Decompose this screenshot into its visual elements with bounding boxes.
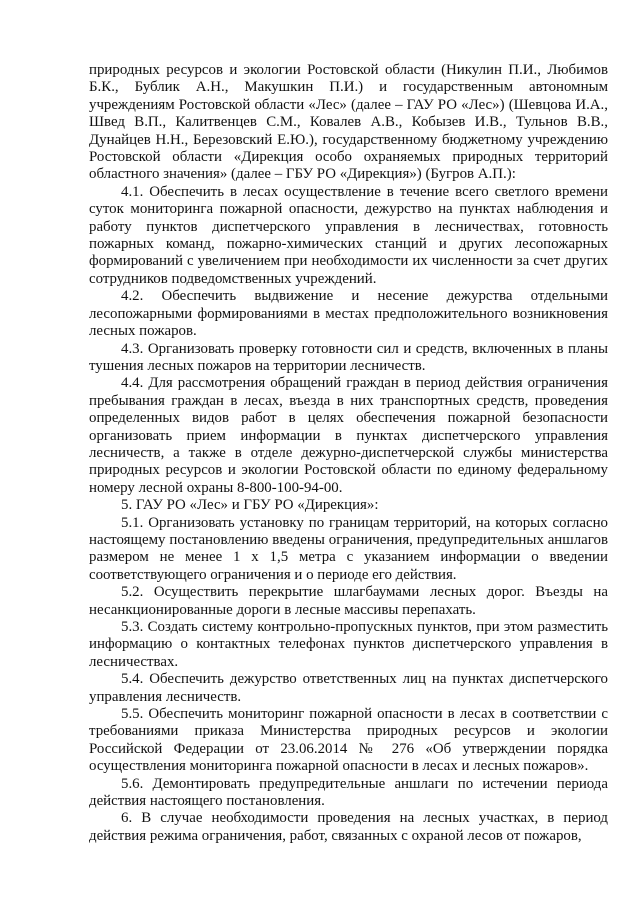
paragraph-intro-continuation: природных ресурсов и экологии Ростовской области (Никулин П.И., Любимов Б.К., Бублик А.Н., Макушкин П.И.) и государственным автономным учреждениям Ростовской области «Лес» (далее – ГАУ РО «Лес») (Шевцова И.А., Швед В.П., Калитвенцев С.М., Ковалев А.В., Кобызев И.В., Тульнов В.В., Дунайцев Н.Н., Березовский Е.Ю.), государственному бюджетному учреждению Ростовской области «Дирекция особо охраняемых природных территорий областного значения» (далее – ГБУ РО «Дирекция») (Бугров А.П.): xyxy=(89,62,608,183)
paragraph-6: 6. В случае необходимости проведения на лесных участках, в период действия режима ограничения, работ, связанных с охраной лесов от пожаров, xyxy=(89,810,608,844)
paragraph-4-4: 4.4. Для рассмотрения обращений граждан в период действия ограничения пребывания граждан в лесах, въезда в них транспортных средств, проведения определенных видов работ в целях обеспечения пожарной безопасности организовать прием информации в пунктах диспетчерского управления лесничеств, а также в отделе дежурно-диспетчерской службы министерства природных ресурсов и экологии Ростовской области по единому федеральному номеру лесной охраны 8-800-100-94-00. xyxy=(89,375,608,496)
paragraph-4-1: 4.1. Обеспечить в лесах осуществление в течение всего светлого времени суток мониторинга пожарной опасности, дежурство на пунктах наблюдения и работу пунктов диспетчерского управления в лесничествах, готовность пожарных команд, пожарно-химических станций и других лесопожарных формирований с увеличением при необходимости их численности за счет других сотрудников подведомственных учреждений. xyxy=(89,183,608,287)
paragraph-5-1: 5.1. Организовать установку по границам территорий, на которых согласно настоящему постановлению введены ограничения, предупредительных аншлагов размером не менее 1 х 1,5 метра с указанием информации о введении соответствующего ограничения и о периоде его действия. xyxy=(89,514,608,583)
paragraph-5: 5. ГАУ РО «Лес» и ГБУ РО «Дирекция»: xyxy=(121,497,379,514)
paragraph-4-2: 4.2. Обеспечить выдвижение и несение дежурства отдельными лесопожарными формированиями в местах предположительного возникновения лесных пожаров. xyxy=(89,288,608,340)
paragraph-4-3: 4.3. Организовать проверку готовности сил и средств, включенных в планы тушения лесных пожаров на территории лесничеств. xyxy=(89,340,608,374)
paragraph-5-6: 5.6. Демонтировать предупредительные аншлаги по истечении периода действия настоящего постановления. xyxy=(89,775,608,810)
paragraph-5-5: 5.5. Обеспечить мониторинг пожарной опасности в лесах в соответствии с требованиями приказа Министерства природных ресурсов и экологии Российской Федерации от 23.06.2014 № 276 «Об утверждении порядка осуществления мониторинга пожарной опасности в лесах и лесных пожаров». xyxy=(89,706,608,775)
paragraph-5-2: 5.2. Осуществить перекрытие шлагбаумами лесных дорог. Въезды на несанкционированные дороги в лесные массивы перепахать. xyxy=(89,584,608,618)
paragraph-5-4: 5.4. Обеспечить дежурство ответственных лиц на пунктах диспетчерского управления лесничеств. xyxy=(89,671,608,705)
paragraph-5-3: 5.3. Создать систему контрольно-пропускных пунктов, при этом разместить информацию о контактных телефонах пунктов диспетчерского управления в лесничествах. xyxy=(89,619,608,670)
